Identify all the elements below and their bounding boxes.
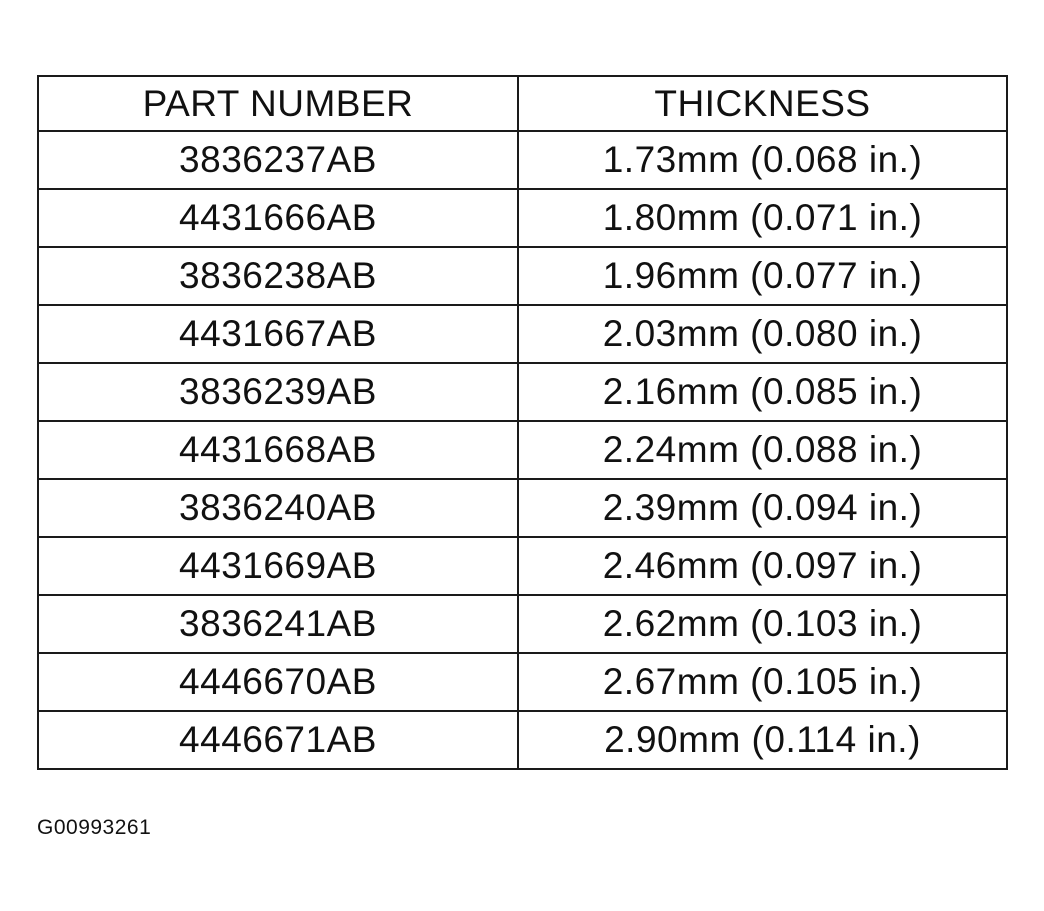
thickness-cell: 2.03mm (0.080 in.) — [518, 305, 1007, 363]
part-number-cell: 4431668AB — [38, 421, 518, 479]
part-number-cell: 3836240AB — [38, 479, 518, 537]
thickness-cell: 1.80mm (0.071 in.) — [518, 189, 1007, 247]
table-row — [38, 363, 1007, 421]
part-number-cell: 4431666AB — [38, 189, 518, 247]
table-row — [38, 189, 1007, 247]
table-row — [38, 595, 1007, 653]
thickness-cell: 2.67mm (0.105 in.) — [518, 653, 1007, 711]
thickness-cell: 1.73mm (0.068 in.) — [518, 131, 1007, 189]
thickness-cell: 2.90mm (0.114 in.) — [518, 711, 1007, 769]
table-row — [38, 421, 1007, 479]
thickness-cell: 2.46mm (0.097 in.) — [518, 537, 1007, 595]
figure-id: G00993261 — [37, 816, 152, 839]
table-row — [38, 537, 1007, 595]
part-number-cell: 4446670AB — [38, 653, 518, 711]
header-thickness: THICKNESS — [518, 76, 1007, 131]
table-row — [38, 131, 1007, 189]
thickness-cell: 2.62mm (0.103 in.) — [518, 595, 1007, 653]
part-number-cell: 3836239AB — [38, 363, 518, 421]
table-row — [38, 653, 1007, 711]
thickness-cell: 2.16mm (0.085 in.) — [518, 363, 1007, 421]
table-row — [38, 479, 1007, 537]
part-thickness-table — [37, 75, 1008, 770]
table-header-row — [38, 76, 1007, 131]
part-number-cell: 4431669AB — [38, 537, 518, 595]
table-row — [38, 247, 1007, 305]
thickness-cell: 2.24mm (0.088 in.) — [518, 421, 1007, 479]
thickness-cell: 2.39mm (0.094 in.) — [518, 479, 1007, 537]
part-number-cell: 3836237AB — [38, 131, 518, 189]
thickness-cell: 1.96mm (0.077 in.) — [518, 247, 1007, 305]
part-number-cell: 3836241AB — [38, 595, 518, 653]
table-row — [38, 305, 1007, 363]
part-number-cell: 4431667AB — [38, 305, 518, 363]
part-number-cell: 4446671AB — [38, 711, 518, 769]
part-number-cell: 3836238AB — [38, 247, 518, 305]
table-row — [38, 711, 1007, 769]
header-part-number: PART NUMBER — [38, 76, 518, 131]
